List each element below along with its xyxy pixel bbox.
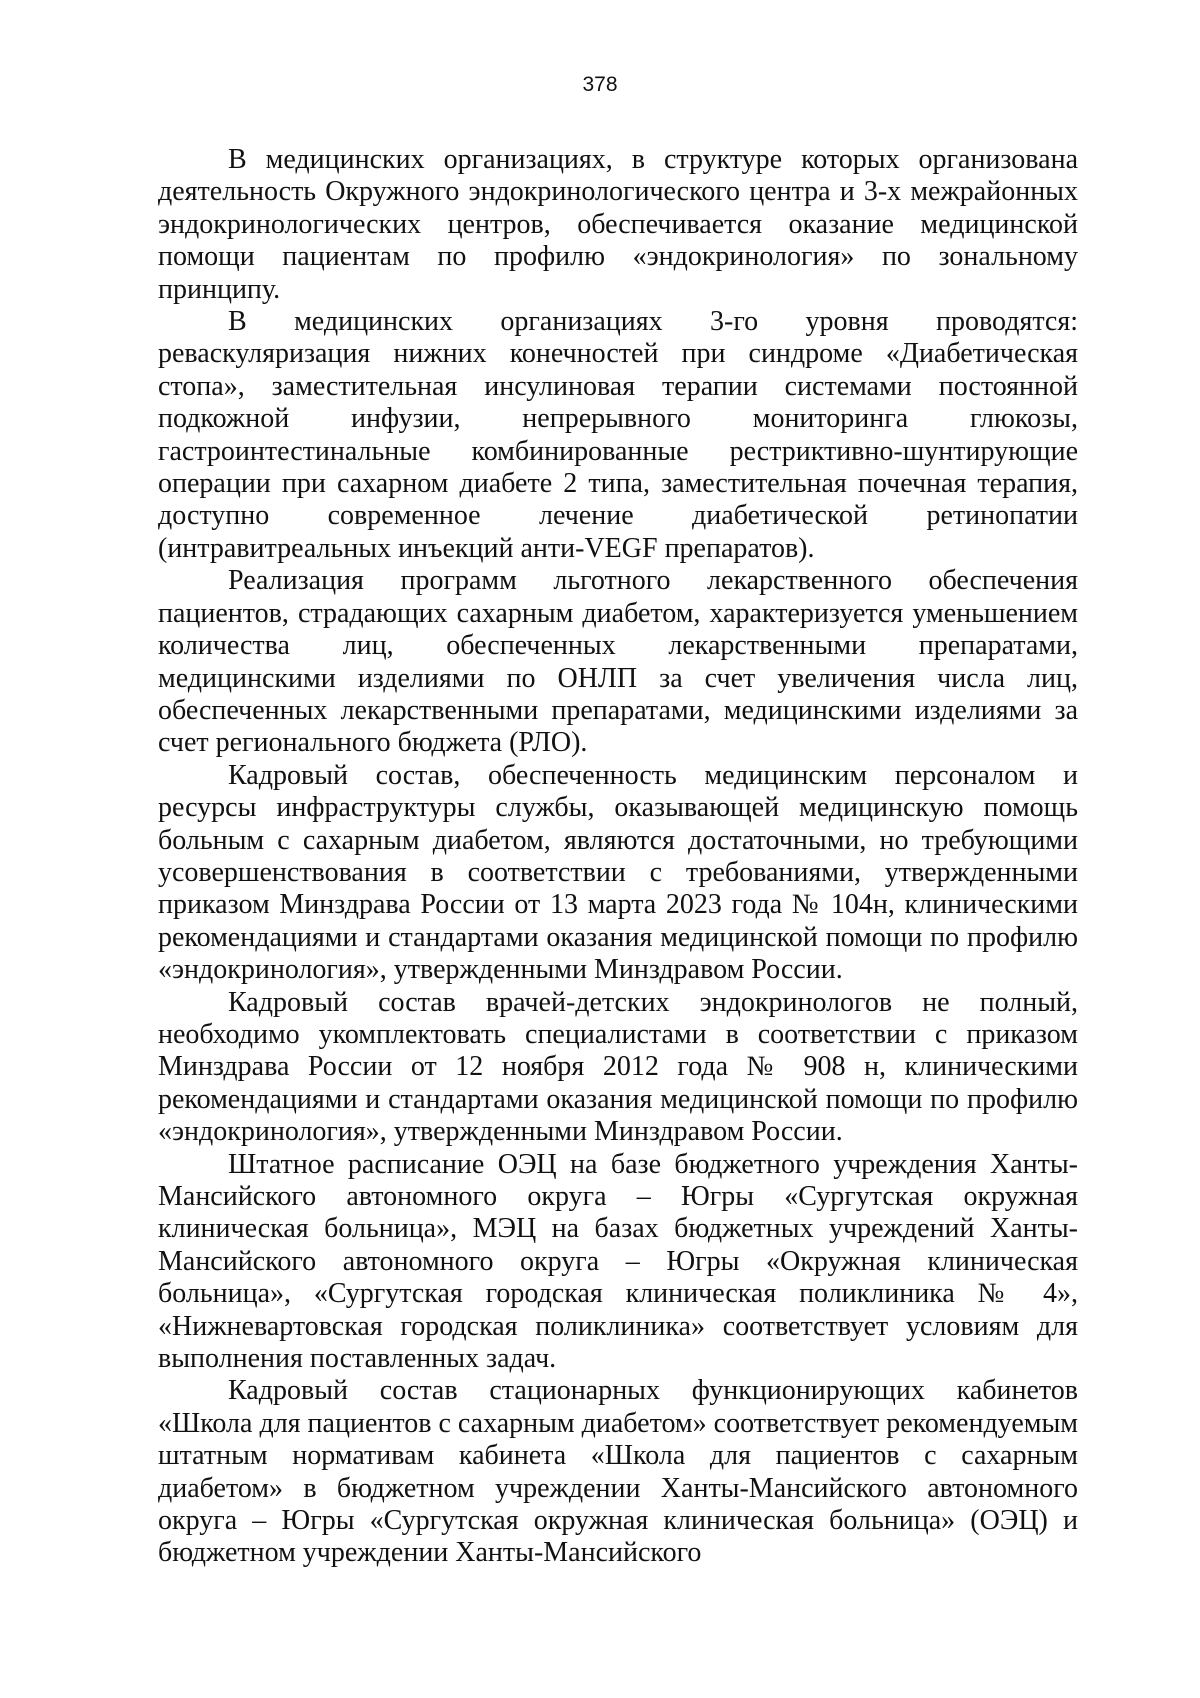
paragraph-level-3-procedures: В медицинских организациях 3-го уровня проводятся: реваскуляризация нижних конечностей при синдроме «Диабетическая стопа», заместительная инсулиновая терапии системами постоянной подкожной инфузии, непрерывного мониторинга глюкозы, гастроинтестинальные комбинированные рестриктивно-шунтирующие операции при сахарном диабете 2 типа, заместительная почечная терапия, доступно современное лечение диабетической ретинопатии (интравитреальных инъекций анти-VEGF препаратов). xyxy=(158,306,1078,564)
paragraph-zonal-principle: В медицинских организациях, в структуре которых организована деятельность Окружного эндокринологического центра и 3-х межрайонных эндокринологических центров, обеспечивается оказание медицинской помощи пациентам по профилю «эндокринология» по зональному принципу. xyxy=(158,144,1078,305)
paragraph-diabetes-school: Кадровый состав стационарных функционирующих кабинетов «Школа для пациентов с сахарным диабетом» соответствует рекомендуемым штатным нормативам кабинета «Школа для пациентов с сахарным диабетом» в бюджетном учреждении Ханты-Мансийского автономного округа – Югры «Сургутская окружная клиническая больница» (ОЭЦ) и бюджетном учреждении Ханты-Мансийского xyxy=(158,1375,1078,1569)
document-body xyxy=(158,144,1078,1570)
paragraph-staffing-resources: Кадровый состав, обеспеченность медицинским персоналом и ресурсы инфраструктуры службы, оказывающей медицинскую помощь больным с сахарным диабетом, являются достаточными, но требующими усовершенствования в соответствии с требованиями, утвержденными приказом Минздрава России от 13 марта 2023 года № 104н, клиническими рекомендациями и стандартами оказания медицинской помощи по профилю «эндокринология», утвержденными Минздравом России. xyxy=(158,759,1078,986)
paragraph-drug-provision: Реализация программ льготного лекарственного обеспечения пациентов, страдающих сахарным диабетом, характеризуется уменьшением количества лиц, обеспеченных лекарственными препаратами, медицинскими изделиями по ОНЛП за счет увеличения числа лиц, обеспеченных лекарственными препаратами, медицинскими изделиями за счет регионального бюджета (РЛО). xyxy=(158,565,1078,759)
paragraph-pediatric-endocrinologists: Кадровый состав врачей-детских эндокринологов не полный, необходимо укомплектовать специалистами в соответствии с приказом Минздрава России от 12 ноября 2012 года № 908 н, клиническими рекомендациями и стандартами оказания медицинской помощи по профилю «эндокринология», утвержденными Минздравом России. xyxy=(158,986,1078,1148)
page-number: 378 xyxy=(582,73,618,96)
paragraph-staff-schedule: Штатное расписание ОЭЦ на базе бюджетного учреждения Ханты-Мансийского автономного округа – Югры «Сургутская окружная клиническая больница», МЭЦ на базах бюджетных учреждений Ханты-Мансийского автономного округа – Югры «Окружная клиническая больница», «Сургутская городская клиническая поликлиника № 4», «Нижневартовская городская поликлиника» соответствует условиям для выполнения поставленных задач. xyxy=(158,1148,1078,1375)
